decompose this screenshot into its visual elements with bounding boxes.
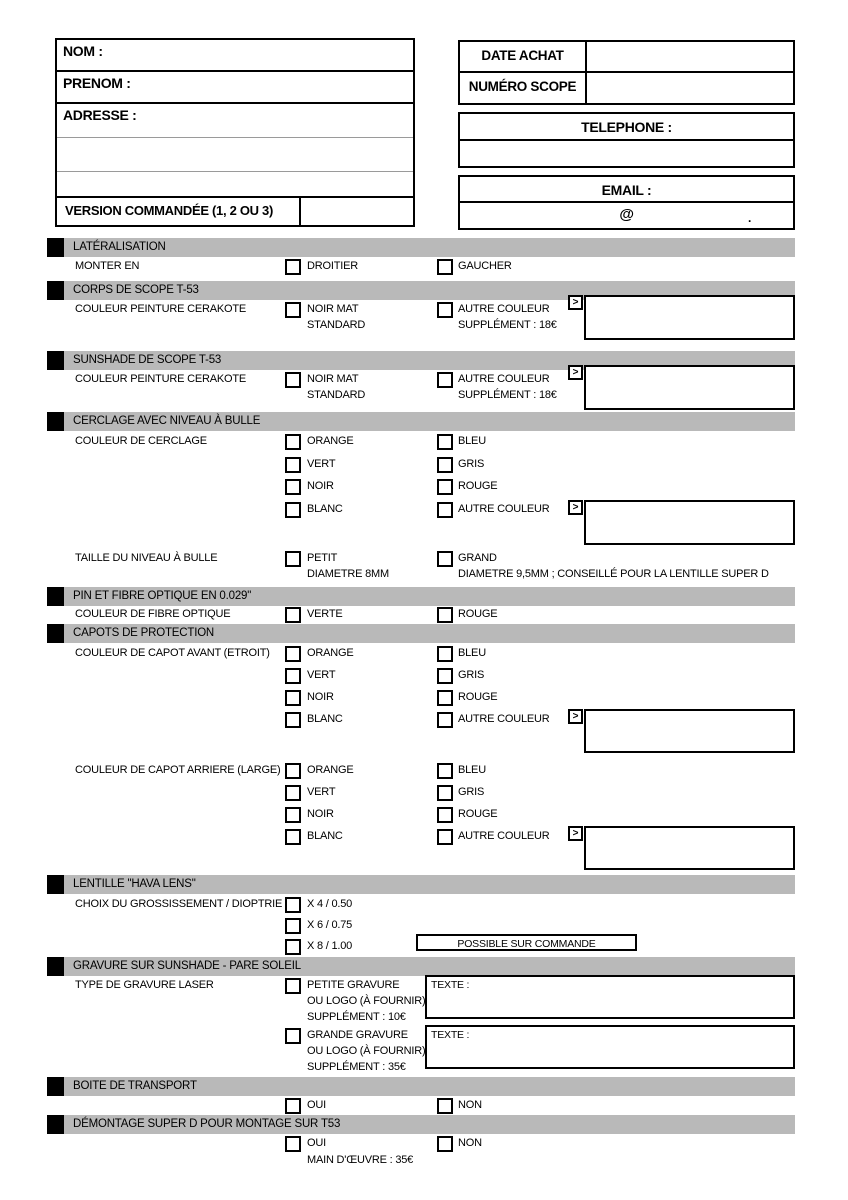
section-gravure (47, 957, 795, 1077)
version-row (57, 198, 413, 225)
corps-couleur-label: COULEUR PEINTURE CERAKOTE (75, 303, 247, 315)
capot-avant-bleu-label: BLEU (458, 647, 486, 659)
numero-scope-label: NUMÉRO SCOPE (460, 73, 587, 103)
fibre-couleur-label: COULEUR DE FIBRE OPTIQUE (75, 608, 231, 620)
email-dot: . (748, 211, 752, 225)
boite-non-label: NON (458, 1099, 482, 1111)
purchase-block (458, 40, 795, 105)
petite-gravure-supplement-label: SUPPLÉMENT : 10€ (307, 1011, 406, 1023)
capot-arriere-autre-label: AUTRE COULEUR (458, 830, 550, 842)
monter-en-label: MONTER EN (75, 260, 140, 272)
cerclage-vert-label: VERT (307, 458, 336, 470)
taille-niveau-label: TAILLE DU NIVEAU À BULLE (75, 552, 218, 564)
checkbox-cerclage-rouge[interactable] (437, 479, 453, 495)
checkbox-capot-avant-rouge[interactable] (437, 690, 453, 706)
cerclage-couleur-label: COULEUR DE CERCLAGE (75, 435, 207, 447)
capot-avant-noir-label: NOIR (307, 691, 334, 703)
email-label: EMAIL : (460, 177, 793, 203)
checkbox-petite-gravure[interactable] (285, 978, 301, 994)
adresse-line3-input[interactable] (57, 172, 413, 198)
section-demontage (47, 1115, 795, 1179)
niveau-petit-sub-label: DIAMETRE 8MM (307, 568, 389, 580)
fibre-verte-label: VERTE (307, 608, 343, 620)
checkbox-cerclage-vert[interactable] (285, 457, 301, 473)
section-capots (47, 624, 795, 875)
capot-arriere-vert-label: VERT (307, 786, 336, 798)
texte-label: TEXTE : (431, 979, 470, 991)
capot-avant-label: COULEUR DE CAPOT AVANT (ETROIT) (75, 647, 270, 659)
section-title: LENTILLE "HAVA LENS" (73, 878, 196, 890)
capot-arriere-gris-label: GRIS (458, 786, 485, 798)
checkbox-niveau-petit[interactable] (285, 551, 301, 567)
petite-gravure-label: PETITE GRAVURE (307, 979, 400, 991)
black-square-icon (47, 238, 64, 257)
section-header (47, 875, 795, 894)
grande-gravure-texte-input[interactable] (425, 1025, 795, 1069)
section-sunshade (47, 351, 795, 412)
sunshade-standard-label: STANDARD (307, 389, 366, 401)
section-title: DÉMONTAGE SUPER D POUR MONTAGE SUR T53 (73, 1118, 341, 1130)
boite-oui-label: OUI (307, 1099, 326, 1111)
checkbox-capot-avant-noir[interactable] (285, 690, 301, 706)
sunshade-autre-couleur-label: AUTRE COULEUR (458, 373, 550, 385)
prenom-label: PRENOM : (63, 75, 131, 91)
checkbox-fibre-rouge[interactable] (437, 607, 453, 623)
petite-gravure-logo-label: OU LOGO (À FOURNIR) (307, 995, 426, 1007)
petite-gravure-texte-input[interactable] (425, 975, 795, 1019)
adresse-line2-input[interactable] (57, 138, 413, 172)
checkbox-grande-gravure[interactable] (285, 1028, 301, 1044)
cerclage-blanc-label: BLANC (307, 503, 343, 515)
black-square-icon (47, 587, 64, 606)
arrow-marker-icon: > (568, 365, 583, 380)
capot-avant-autre-couleur-input[interactable] (584, 709, 795, 753)
demontage-main-oeuvre-label: MAIN D'ŒUVRE : 35€ (307, 1154, 414, 1166)
checkbox-x8[interactable] (285, 939, 301, 955)
checkbox-capot-arriere-noir[interactable] (285, 807, 301, 823)
cerclage-autre-couleur-label: AUTRE COULEUR (458, 503, 550, 515)
email-block (458, 175, 795, 230)
prenom-row[interactable] (57, 72, 413, 104)
checkbox-cerclage-orange[interactable] (285, 434, 301, 450)
black-square-icon (47, 875, 64, 894)
section-lateralisation (47, 238, 795, 281)
corps-autre-couleur-label: AUTRE COULEUR (458, 303, 550, 315)
checkbox-capot-avant-autre[interactable] (437, 712, 453, 728)
x6-label: X 6 / 0.75 (307, 919, 353, 931)
checkbox-capot-arriere-autre[interactable] (437, 829, 453, 845)
section-lentille (47, 875, 795, 957)
section-header (47, 1115, 795, 1134)
section-header (47, 624, 795, 643)
cerclage-orange-label: ORANGE (307, 435, 354, 447)
checkbox-sunshade-noir-mat[interactable] (285, 372, 301, 388)
checkbox-x4[interactable] (285, 897, 301, 913)
nom-label: NOM : (63, 43, 103, 59)
cerclage-rouge-label: ROUGE (458, 480, 498, 492)
checkbox-capot-avant-orange[interactable] (285, 646, 301, 662)
fibre-rouge-label: ROUGE (458, 608, 498, 620)
capot-arriere-label: COULEUR DE CAPOT ARRIERE (LARGE) (75, 764, 281, 776)
section-corps (47, 281, 795, 351)
date-achat-label: DATE ACHAT (460, 42, 587, 71)
grande-gravure-supplement-label: SUPPLÉMENT : 35€ (307, 1061, 406, 1073)
cerclage-autre-couleur-input[interactable] (584, 500, 795, 545)
checkbox-corps-noir-mat[interactable] (285, 302, 301, 318)
black-square-icon (47, 957, 64, 976)
section-header (47, 412, 795, 431)
cerclage-gris-label: GRIS (458, 458, 485, 470)
checkbox-capot-avant-blanc[interactable] (285, 712, 301, 728)
date-achat-row (460, 42, 793, 73)
email-at-sign: @ (619, 206, 634, 223)
capot-arriere-orange-label: ORANGE (307, 764, 354, 776)
section-pin-fibre (47, 587, 795, 624)
checkbox-boite-non[interactable] (437, 1098, 453, 1114)
identity-block (55, 38, 415, 227)
niveau-grand-sub-label: DIAMETRE 9,5MM ; CONSEILLÉ POUR LA LENTILLE SUPER D (458, 568, 769, 580)
arrow-marker-icon: > (568, 500, 583, 515)
section-header (47, 1077, 795, 1096)
black-square-icon (47, 624, 64, 643)
date-achat-input[interactable] (587, 42, 793, 71)
black-square-icon (47, 412, 64, 431)
adresse-row[interactable] (57, 104, 413, 138)
droitier-label: DROITIER (307, 260, 358, 272)
checkbox-corps-autre-couleur[interactable] (437, 302, 453, 318)
checkbox-cerclage-bleu[interactable] (437, 434, 453, 450)
capot-arriere-autre-couleur-input[interactable] (584, 826, 795, 870)
capot-avant-orange-label: ORANGE (307, 647, 354, 659)
black-square-icon (47, 351, 64, 370)
section-title: CORPS DE SCOPE T-53 (73, 284, 199, 296)
telephone-label: TELEPHONE : (460, 114, 793, 141)
grossissement-label: CHOIX DU GROSSISSEMENT / DIOPTRIE (75, 898, 283, 910)
capot-avant-vert-label: VERT (307, 669, 336, 681)
sunshade-noir-mat-label: NOIR MAT (307, 373, 359, 385)
checkbox-cerclage-blanc[interactable] (285, 502, 301, 518)
checkbox-demontage-oui[interactable] (285, 1136, 301, 1152)
checkbox-capot-arriere-bleu[interactable] (437, 763, 453, 779)
checkbox-capot-arriere-rouge[interactable] (437, 807, 453, 823)
black-square-icon (47, 1077, 64, 1096)
section-header (47, 957, 795, 976)
niveau-petit-label: PETIT (307, 552, 338, 564)
niveau-grand-label: GRAND (458, 552, 497, 564)
capot-avant-rouge-label: ROUGE (458, 691, 498, 703)
grande-gravure-logo-label: OU LOGO (À FOURNIR) (307, 1045, 426, 1057)
numero-scope-row (460, 73, 793, 103)
corps-standard-label: STANDARD (307, 319, 366, 331)
checkbox-cerclage-gris[interactable] (437, 457, 453, 473)
nom-row[interactable] (57, 40, 413, 72)
version-input[interactable] (301, 198, 413, 225)
email-input[interactable] (460, 203, 793, 228)
capot-avant-gris-label: GRIS (458, 669, 485, 681)
capot-arriere-bleu-label: BLEU (458, 764, 486, 776)
x8-label: X 8 / 1.00 (307, 940, 353, 952)
checkbox-demontage-non[interactable] (437, 1136, 453, 1152)
arrow-marker-icon: > (568, 826, 583, 841)
cerclage-noir-label: NOIR (307, 480, 334, 492)
capot-arriere-blanc-label: BLANC (307, 830, 343, 842)
corps-supplement-label: SUPPLÉMENT : 18€ (458, 319, 557, 331)
checkbox-capot-arriere-blanc[interactable] (285, 829, 301, 845)
sunshade-autre-couleur-input[interactable] (584, 365, 795, 410)
checkbox-capot-arriere-orange[interactable] (285, 763, 301, 779)
texte-label: TEXTE : (431, 1029, 470, 1041)
capot-avant-autre-label: AUTRE COULEUR (458, 713, 550, 725)
checkbox-capot-avant-bleu[interactable] (437, 646, 453, 662)
capot-arriere-rouge-label: ROUGE (458, 808, 498, 820)
corps-noir-mat-label: NOIR MAT (307, 303, 359, 315)
possible-sur-commande-note: POSSIBLE SUR COMMANDE (416, 934, 637, 951)
demontage-non-label: NON (458, 1137, 482, 1149)
checkbox-capot-avant-gris[interactable] (437, 668, 453, 684)
checkbox-x6[interactable] (285, 918, 301, 934)
numero-scope-input[interactable] (587, 73, 793, 103)
checkbox-gaucher[interactable] (437, 259, 453, 275)
sunshade-supplement-label: SUPPLÉMENT : 18€ (458, 389, 557, 401)
arrow-marker-icon: > (568, 709, 583, 724)
checkbox-droitier[interactable] (285, 259, 301, 275)
arrow-marker-icon: > (568, 295, 583, 310)
section-title: CERCLAGE AVEC NIVEAU À BULLE (73, 415, 261, 427)
section-header (47, 238, 795, 257)
checkbox-boite-oui[interactable] (285, 1098, 301, 1114)
section-boite (47, 1077, 795, 1115)
telephone-block (458, 112, 795, 168)
checkbox-fibre-verte[interactable] (285, 607, 301, 623)
grande-gravure-label: GRANDE GRAVURE (307, 1029, 408, 1041)
section-title: CAPOTS DE PROTECTION (73, 627, 215, 639)
checkbox-capot-avant-vert[interactable] (285, 668, 301, 684)
checkbox-niveau-grand[interactable] (437, 551, 453, 567)
form-sections (47, 238, 795, 1179)
section-title: GRAVURE SUR SUNSHADE - PARE SOLEIL (73, 960, 301, 972)
section-title: LATÉRALISATION (73, 241, 166, 253)
section-title: PIN ET FIBRE OPTIQUE EN 0.029" (73, 590, 252, 602)
gaucher-label: GAUCHER (458, 260, 512, 272)
checkbox-sunshade-autre-couleur[interactable] (437, 372, 453, 388)
checkbox-cerclage-autre-couleur[interactable] (437, 502, 453, 518)
black-square-icon (47, 281, 64, 300)
x4-label: X 4 / 0.50 (307, 898, 353, 910)
section-header (47, 587, 795, 606)
black-square-icon (47, 1115, 64, 1134)
telephone-input[interactable] (460, 141, 793, 166)
checkbox-capot-arriere-gris[interactable] (437, 785, 453, 801)
version-label: VERSION COMMANDÉE (1, 2 OU 3) (57, 198, 301, 225)
capot-avant-blanc-label: BLANC (307, 713, 343, 725)
section-title: BOITE DE TRANSPORT (73, 1080, 197, 1092)
checkbox-capot-arriere-vert[interactable] (285, 785, 301, 801)
cerclage-bleu-label: BLEU (458, 435, 486, 447)
type-gravure-label: TYPE DE GRAVURE LASER (75, 979, 214, 991)
section-cerclage (47, 412, 795, 587)
adresse-label: ADRESSE : (63, 107, 137, 123)
demontage-oui-label: OUI (307, 1137, 326, 1149)
capot-arriere-noir-label: NOIR (307, 808, 334, 820)
checkbox-cerclage-noir[interactable] (285, 479, 301, 495)
corps-autre-couleur-input[interactable] (584, 295, 795, 340)
sunshade-couleur-label: COULEUR PEINTURE CERAKOTE (75, 373, 247, 385)
section-title: SUNSHADE DE SCOPE T-53 (73, 354, 222, 366)
